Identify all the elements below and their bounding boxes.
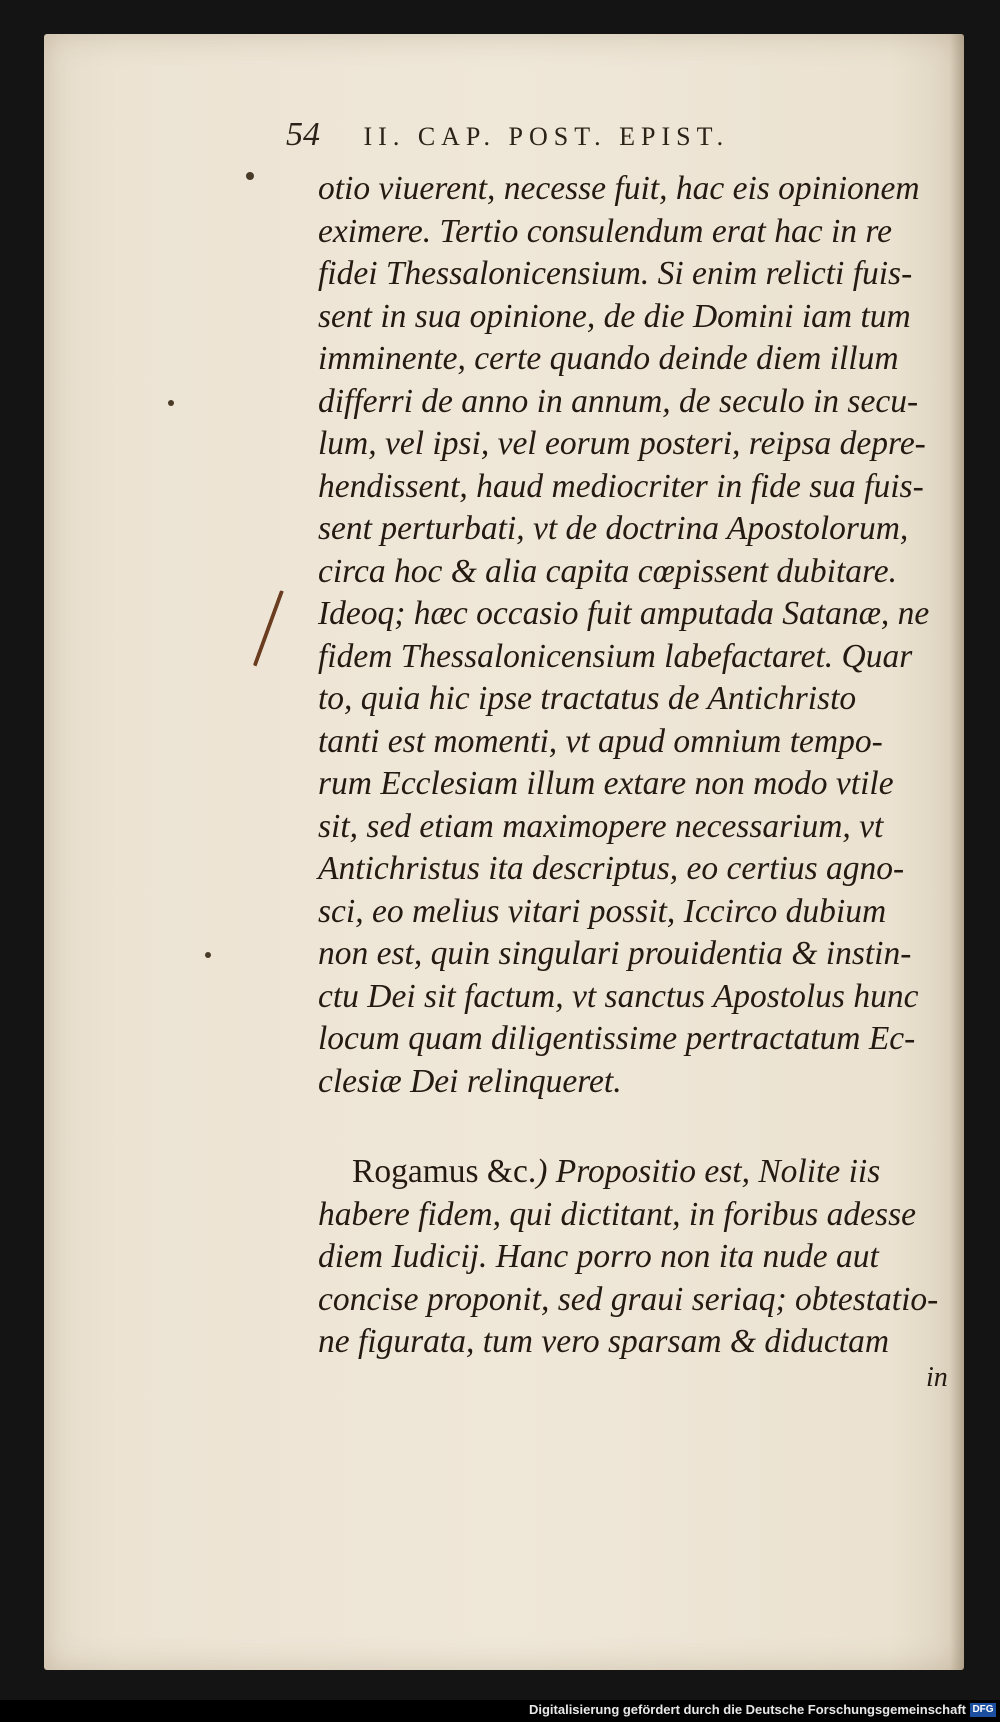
text-line: otio viuerent, necesse fuit, hac eis opinionem bbox=[318, 170, 920, 207]
text-line: sent in sua opinione, de die Domini iam tum bbox=[318, 297, 911, 335]
paragraph-lead: Rogamus &c. bbox=[352, 1153, 537, 1190]
text-line: circa hoc & alia capita cœpissent dubitare. bbox=[318, 552, 898, 590]
paragraph-lead-rest: ) Propositio est, Nolite iis bbox=[536, 1153, 881, 1190]
text-line: sci, eo melius vitari possit, Iccirco dubium bbox=[318, 892, 887, 930]
text-line-paragraph-start bbox=[352, 1151, 958, 1194]
text-line: Ideoq; hæc occasio fuit amputada Satanæ, ne bbox=[318, 595, 930, 632]
text-line: eximere. Tertio consulendum erat hac in re bbox=[318, 212, 893, 250]
text-line: habere fidem, qui dictitant, in foribus adesse bbox=[318, 1195, 916, 1233]
text-line: diem Iudicij. Hanc porro non ita nude aut bbox=[318, 1238, 879, 1275]
running-head bbox=[286, 116, 906, 156]
text-line: lum, vel ipsi, vel eorum posteri, reipsa depre- bbox=[318, 425, 926, 462]
ink-speck bbox=[205, 952, 211, 958]
dfg-logo-icon: DFG bbox=[970, 1703, 996, 1717]
text-line: to, quia hic ipse tractatus de Antichristo bbox=[318, 680, 857, 717]
text-line: hendissent, haud mediocriter in fide sua fuis- bbox=[318, 467, 924, 505]
text-line: ctu Dei sit factum, vt sanctus Apostolus hunc bbox=[318, 977, 919, 1015]
text-line: non est, quin singulari prouidentia & instin- bbox=[318, 935, 912, 972]
text-line: Antichristus ita descriptus, eo certius agno- bbox=[318, 850, 905, 887]
text-line: fidei Thessalonicensium. Si enim relicti fuis- bbox=[318, 255, 913, 292]
text-line: clesiæ Dei relinqueret. bbox=[318, 1062, 622, 1100]
text-line: tanti est momenti, vt apud omnium tempo- bbox=[318, 722, 883, 760]
text-line: concise proponit, sed graui seriaq; obtestatio- bbox=[318, 1280, 939, 1318]
text-line: rum Ecclesiam illum extare non modo vtile bbox=[318, 765, 894, 802]
running-title: II. CAP. POST. EPIST. bbox=[363, 122, 730, 151]
ink-speck bbox=[246, 172, 254, 180]
paragraph-gap bbox=[318, 1103, 958, 1151]
body-text bbox=[318, 168, 958, 1364]
text-line: sent perturbati, vt de doctrina Apostolorum, bbox=[318, 510, 909, 547]
text-line: locum quam diligentissime pertractatum Ec- bbox=[318, 1020, 916, 1057]
text-line: sit, sed etiam maximopere necessarium, vt bbox=[318, 807, 884, 845]
ink-speck bbox=[168, 400, 174, 406]
text-line: differri de anno in annum, de seculo in secu- bbox=[318, 382, 919, 420]
catchword: in bbox=[926, 1362, 948, 1393]
text-line: ne figurata, tum vero sparsam & diductam bbox=[318, 1323, 890, 1360]
page-number: 54 bbox=[286, 116, 320, 153]
text-line: imminente, certe quando deinde diem illum bbox=[318, 340, 899, 377]
text-line: fidem Thessalonicensium labefactaret. Quar bbox=[318, 637, 913, 675]
digitization-credit: Digitalisierung gefördert durch die Deutsche Forschungsgemeinschaft bbox=[528, 1702, 966, 1717]
